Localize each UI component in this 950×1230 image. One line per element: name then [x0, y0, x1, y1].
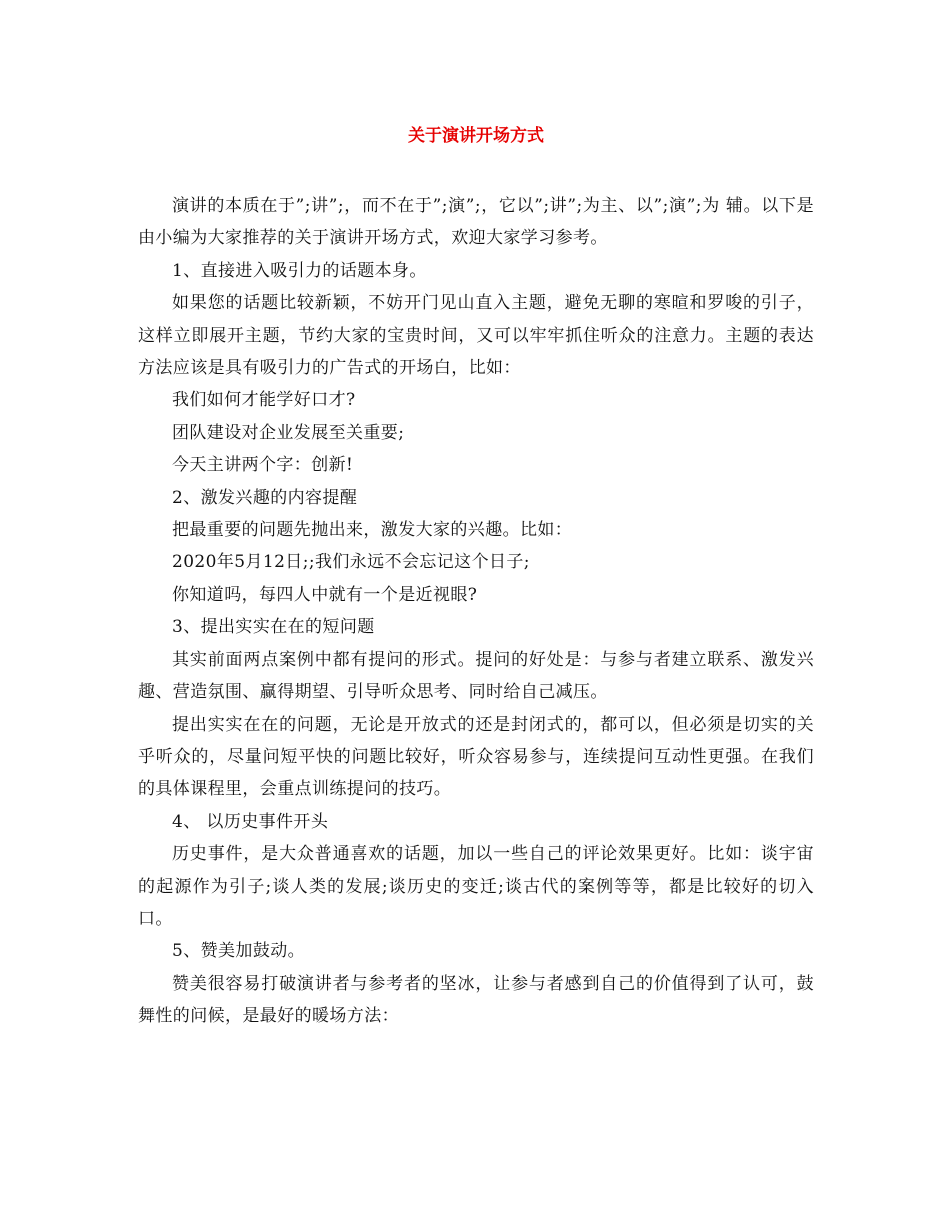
document-title: 关于演讲开场方式	[408, 126, 544, 146]
heading-4: 4、 以历史事件开头	[172, 811, 329, 832]
heading-5: 5、赞美加鼓动。	[172, 941, 306, 962]
example-line: 今天主讲两个字：创新!	[172, 455, 354, 476]
document-body	[138, 190, 814, 1033]
heading-3: 3、提出实实在在的短问题	[172, 617, 375, 638]
paragraph: 其实前面两点案例中都有提问的形式。提问的好处是：与参与者建立联系、激发兴趣、营造氛围、赢得期望、引导听众思考、同时给自己减压。	[138, 649, 814, 703]
paragraph-intro: 演讲的本质在于”;讲”;，而不在于”;演”;，它以”;讲”;为主、以”;演”;为 辅。以下是由小编为大家推荐的关于演讲开场方式，欢迎大家学习参考。	[138, 196, 814, 249]
heading-2: 2、激发兴趣的内容提醒	[172, 487, 358, 508]
example-line: 我们如何才能学好口才?	[172, 390, 356, 411]
paragraph: 赞美很容易打破演讲者与参考者的坚冰，让参与者感到自己的价值得到了认可，鼓舞性的问候，是最好的暖场方法：	[138, 973, 814, 1027]
paragraph: 如果您的话题比较新颖，不妨开门见山直入主题，避免无聊的寒暄和罗唆的引子，这样立即展开主题，节约大家的宝贵时间，又可以牢牢抓住听众的注意力。主题的表达方法应该是具有吸引力的广告式的开场白，比如：	[138, 293, 814, 379]
paragraph: 提出实实在在的问题，无论是开放式的还是封闭式的，都可以，但必须是切实的关乎听众的，尽量问短平快的问题比较好，听众容易参与，连续提问互动性更强。在我们的具体课程里，会重点训练提问的技巧。	[138, 714, 814, 800]
paragraph: 把最重要的问题先抛出来，激发大家的兴趣。比如：	[172, 520, 573, 541]
paragraph: 历史事件，是大众普通喜欢的话题，加以一些自己的评论效果更好。比如：谈宇宙的起源作为引子;谈人类的发展;谈历史的变迁;谈古代的案例等等，都是比较好的切入口。	[138, 844, 814, 929]
example-line: 团队建设对企业发展至关重要;	[172, 422, 405, 443]
heading-1: 1、直接进入吸引力的话题本身。	[172, 260, 427, 281]
example-line: 你知道吗，每四人中就有一个是近视眼?	[172, 584, 478, 605]
example-line: 2020年5月12日;;我们永远不会忘记这个日子;	[172, 552, 530, 573]
